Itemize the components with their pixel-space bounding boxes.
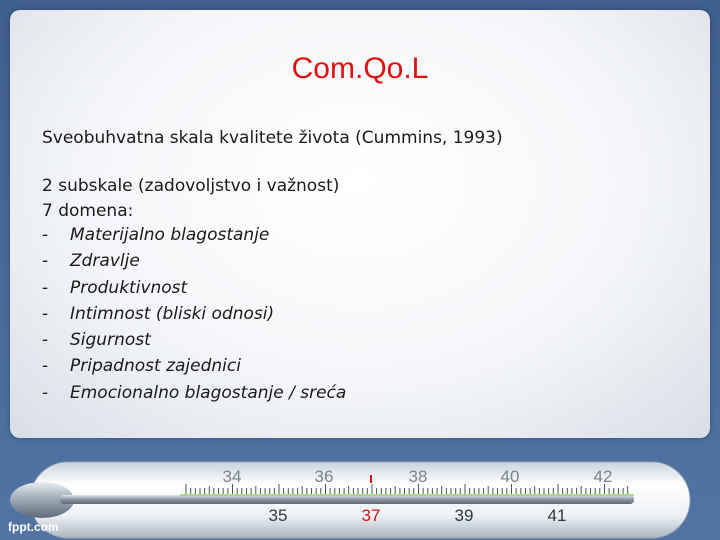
bullet-dash: - — [42, 330, 49, 351]
bullet-dash: - — [42, 251, 49, 272]
scale-label-bottom: 35 — [268, 506, 288, 525]
footer-brand: fppt.com — [8, 520, 59, 534]
domain-label: Zdravlje — [70, 251, 140, 272]
bullet-dash: - — [42, 382, 49, 403]
domain-label: Materijalno blagostanje — [70, 225, 270, 245]
scale-label-top: 36 — [314, 467, 334, 486]
bullet-dash: - — [42, 277, 49, 298]
body-line-subscales: 2 subskale (zadovoljstvo i važnost) — [42, 176, 340, 196]
scale-label-top: 42 — [593, 467, 613, 486]
domain-label: Pripadnost zajednici — [70, 356, 241, 377]
scale-label-bottom: 39 — [454, 506, 474, 525]
normal-temperature-marker — [370, 475, 372, 483]
mercury-highlight — [180, 494, 634, 496]
bullet-dash: - — [42, 356, 49, 377]
domain-label: Produktivnost — [70, 277, 188, 298]
domain-label: Intimnost (bliski odnosi) — [70, 303, 275, 324]
scale-label-bottom: 41 — [547, 506, 567, 525]
scale-label-top: 34 — [222, 467, 242, 486]
bullet-dash: - — [42, 303, 49, 324]
scale-label-top: 38 — [408, 467, 428, 486]
scale-label-top: 40 — [500, 467, 520, 486]
bullet-dash: - — [42, 225, 49, 245]
thermometer-graphic — [0, 440, 720, 540]
slide-subtitle: Sveobuhvatna skala kvalitete života (Cummins, 1993) — [42, 128, 503, 148]
slide-title: Com.Qo.L — [291, 52, 429, 85]
body-line-domains-count: 7 domena: — [42, 201, 134, 221]
domain-label: Sigurnost — [70, 330, 151, 351]
scale-label-bottom-highlight: 37 — [361, 506, 381, 525]
mercury-column — [60, 495, 634, 504]
domain-label: Emocionalno blagostanje / sreća — [70, 382, 347, 403]
